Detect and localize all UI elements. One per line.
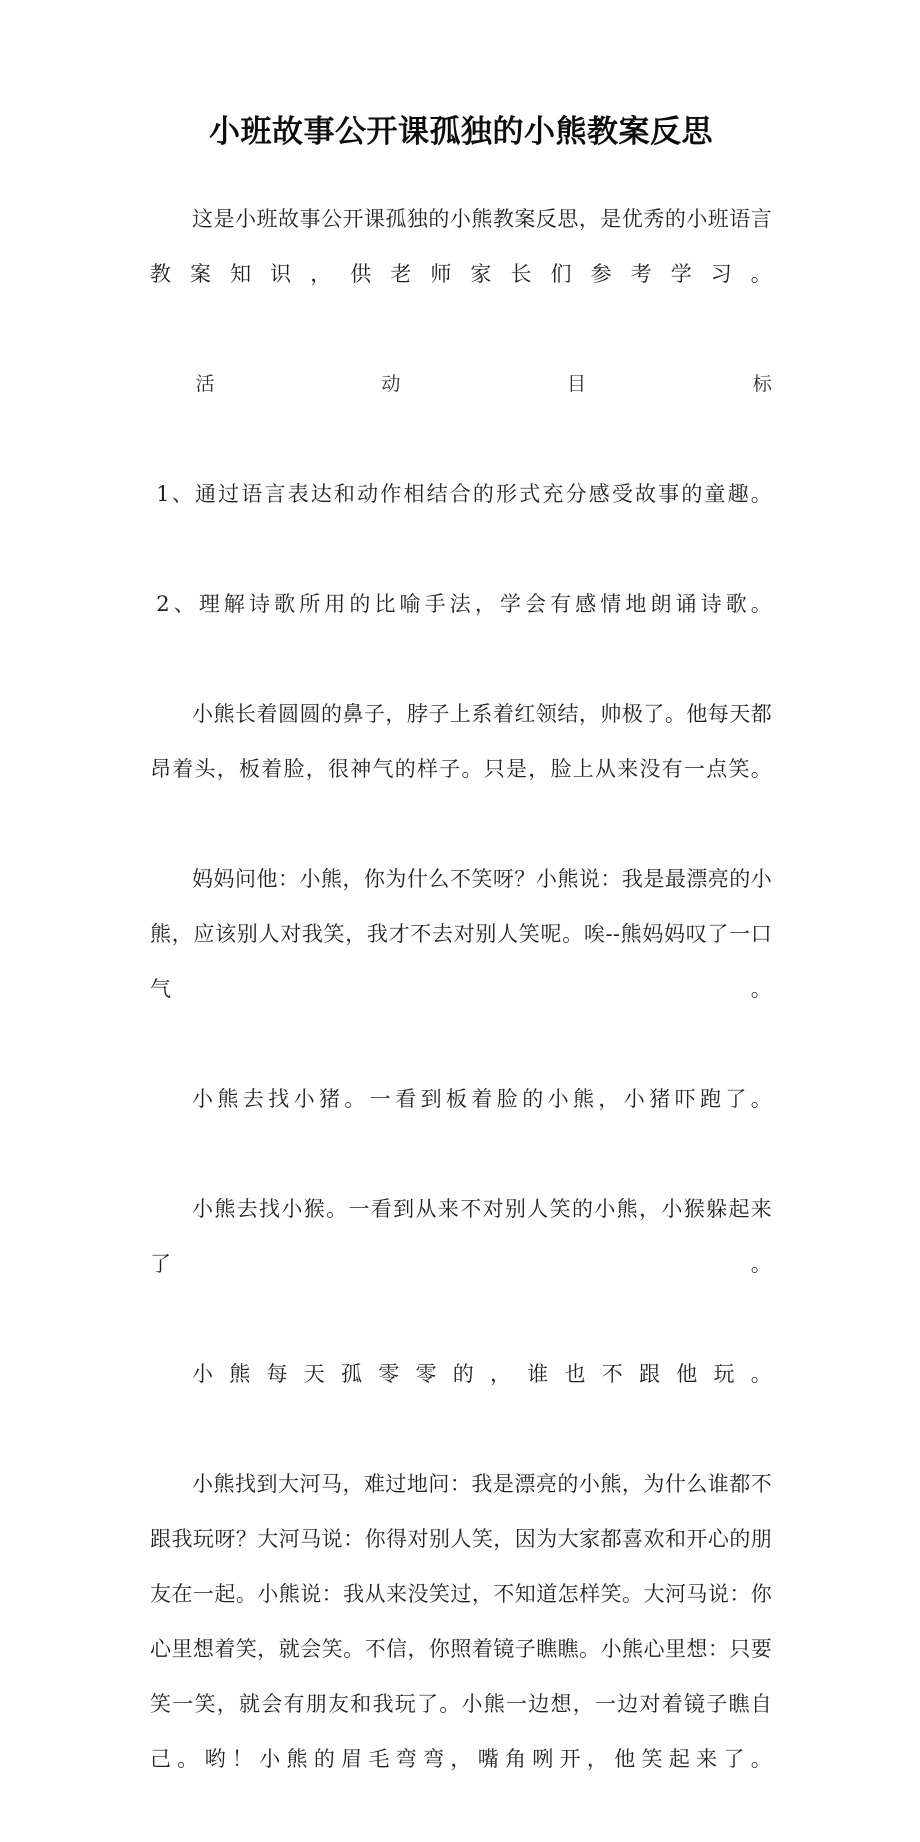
paragraph-story-5: 小熊每天孤零零的，谁也不跟他玩。	[192, 1362, 772, 1386]
document-body	[150, 192, 772, 1842]
section-heading-objectives: 活动目标	[195, 373, 772, 395]
paragraph-story-2: 妈妈问他：小熊，你为什么不笑呀？小熊说：我是最漂亮的小熊，应该别人对我笑，我才不去对别人笑呢。唉--熊妈妈叹了一口气。	[150, 867, 772, 1001]
paragraph-intro: 这是小班故事公开课孤独的小熊教案反思，是优秀的小班语言教案知识，供老师家长们参考学习。	[150, 207, 772, 286]
document-content-column	[150, 0, 772, 1842]
paragraph-objective-1: 1、通过语言表达和动作相结合的形式充分感受故事的童趣。	[156, 482, 772, 506]
paragraph-story-1: 小熊长着圆圆的鼻子，脖子上系着红领结，帅极了。他每天都昂着头，板着脸，很神气的样子。只是，脸上从来没有一点笑。	[150, 702, 772, 781]
page-title: 小班故事公开课孤独的小熊教案反思	[209, 114, 713, 150]
paragraph-story-6: 小熊找到大河马，难过地问：我是漂亮的小熊，为什么谁都不跟我玩呀？大河马说：你得对别人笑，因为大家都喜欢和开心的朋友在一起。小熊说：我从来没笑过，不知道怎样笑。大河马说：你心里想着笑，就会笑。不信，你照着镜子瞧瞧。小熊心里想：只要笑一笑，就会有朋友和我玩了。小熊一边想，一边对着镜子瞧自己。哟！小熊的眉毛弯弯，嘴角咧开，他笑起来了。	[150, 1472, 772, 1771]
paragraph-story-4: 小熊去找小猴。一看到从来不对别人笑的小熊，小猴躲起来了。	[150, 1197, 772, 1276]
paragraph-objective-2: 2、理解诗歌所用的比喻手法，学会有感情地朗诵诗歌。	[156, 592, 772, 616]
paragraph-story-3: 小熊去找小猪。一看到板着脸的小熊，小猪吓跑了。	[192, 1087, 772, 1111]
